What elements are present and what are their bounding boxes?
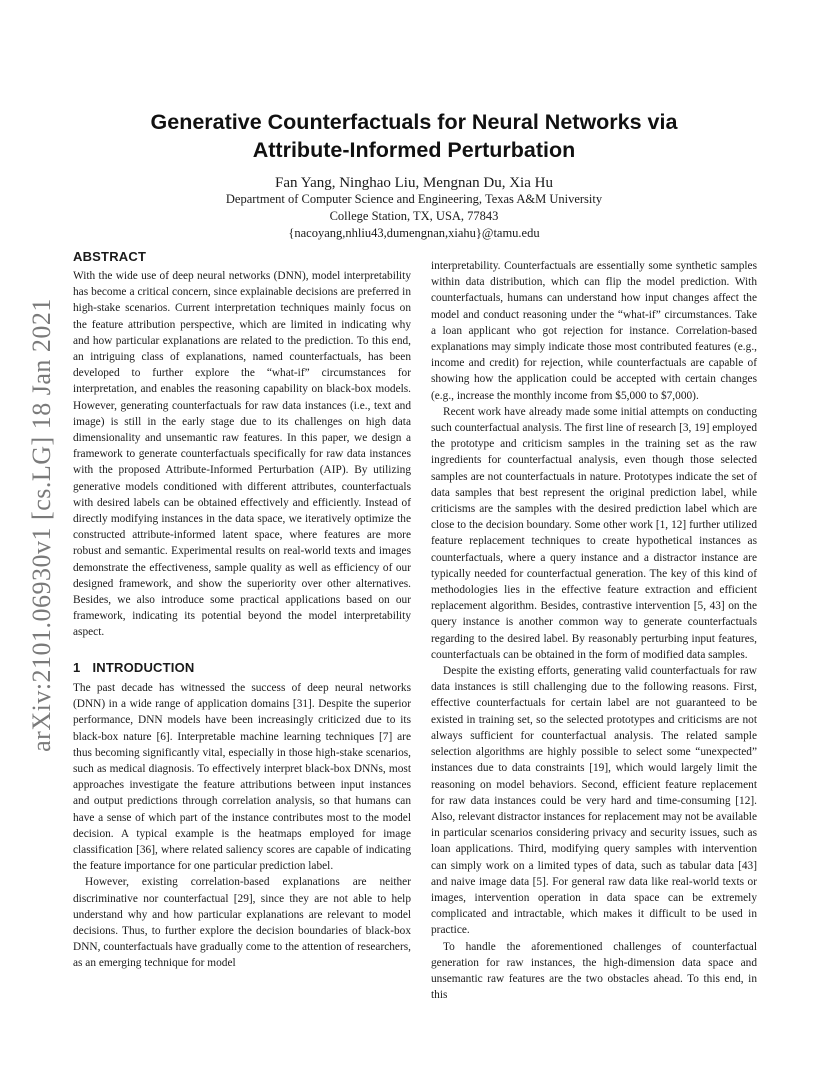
arxiv-side-stamp [22, 290, 62, 760]
section-title: INTRODUCTION [92, 660, 195, 675]
title-line-1: Generative Counterfactuals for Neural Networks via [150, 110, 678, 134]
introduction-left-column [73, 680, 411, 972]
paper-title [100, 108, 728, 164]
right-paragraph-1: interpretability. Counterfactuals are essentially some synthetic samples within data distribution, which can flip the model prediction. With counterfactuals, humans can understand how input changes affect the model and conduct reasoning under the “what-if” circumstances. Take a loan applicant who got rejection for instance. Correlation-based explanations may simply indicate those most contributed features (e.g., income and credit) for rejection, while counterfactuals are capable of showing how the application could be accepted with certain changes (e.g., increase the monthly income from $5,000 to $7,000). [431, 260, 757, 402]
email: {nacoyang,nhliu43,dumengnan,xiahu}@tamu.edu [288, 226, 540, 240]
right-paragraph-2: Recent work have already made some initial attempts on conducting such counterfactual analysis. The first line of research [3, 19] employed the prototype and criticism samples in the training set as the raw ingredients for counterfactual analysis, even though those selected samples are not counterfactuals in nature. Prototypes indicate the set of data samples that best represent the original prediction label, while criticisms are the samples with the desired prediction label which are close to the decision boundary. Some other work [1, 12] further utilized feature replacement techniques to create hypothetical instances as counterfactuals, where a query instance and a distractor instance are typically needed for counterfactual generation. The key of this kind of methodologies lies in the effective feature extraction and efficient replacement algorithm. Besides, contrastive intervention [5, 43] on the query instance is another common way to generate counterfactuals regarding to the desired label. By reasonably perturbing input features, counterfactuals can be obtained in the form of modified data samples. [431, 405, 757, 661]
right-column [431, 258, 757, 1003]
intro-paragraph-2: However, existing correlation-based explanations are neither discriminative nor counterfactual [29], since they are not able to help understand why and how particular explanations are relevant to model decisions. Thus, to further explore the decision boundaries of black-box DNN, counterfactuals have gradually come to the attention of researchers, as an emerging technique for model [73, 876, 411, 970]
abstract-body [73, 268, 411, 641]
title-line-2: Attribute-Informed Perturbation [252, 138, 576, 162]
right-paragraph-4: To handle the aforementioned challenges of counterfactual generation for raw instances, the high-dimension data space and unsemantic raw features are the two obstacles ahead. To this end, in this [431, 940, 757, 1002]
abstract-text: With the wide use of deep neural networks (DNN), model interpretability has become a critical concern, since explainable decisions are preferred in high-stake scenarios. Current interpretation techniques mainly focus on the feature attribution perspective, which are limited in indicating why and how particular explanations are related to the prediction. To this end, an intriguing class of explanations, named counterfactuals, has been developed to further explore the “what-if” circumstances for interpretation, and enables the reasoning capability on black-box models. However, generating counterfactuals for raw data instances (i.e., text and image) is still in the early stage due to its challenges on high data dimensionality and unsemantic raw features. In this paper, we design a framework to generate counterfactuals specifically for raw data instances with the proposed Attribute-Informed Perturbation (AIP). By utilizing generative models conditioned with different attributes, counterfactuals with desired labels can be obtained effectively and efficiently. Instead of directly modifying instances in the data space, we iteratively optimize the constructed attribute-informed latent space, where features are more robust and semantic. Experimental results on real-world texts and images demonstrate the effectiveness, sample quality as well as efficiency of our designed framework, and show the superiority over other alternatives. Besides, we also introduce some practical applications based on our framework, indicating its potential beyond the model interpretability aspect. [73, 270, 411, 639]
intro-paragraph-1: The past decade has witnessed the success of deep neural networks (DNN) in a wide range of application domains [31]. Despite the superior performance, DNN models have been increasingly criticized due to its black-box nature [6]. Interpretable machine learning techniques [7] are thus becoming significantly vital, especially in those high-stake scenarios, such as medical diagnosis. To effectively interpret black-box DNNs, most approaches investigate the feature attributions between input instances and output predictions through correlation analysis, so that humans can have a sense of which part of the instance contributes most to the model decision. A typical example is the heatmaps employed for image classification [36], where related saliency scores are capable of indicating the feature importance for one particular prediction label. [73, 682, 411, 873]
abstract-heading: ABSTRACT [73, 249, 147, 264]
section-number: 1 [73, 660, 81, 675]
author-list: Fan Yang, Ninghao Liu, Mengnan Du, Xia Hu [275, 175, 553, 191]
affiliation: Department of Computer Science and Engineering, Texas A&M University [225, 192, 603, 206]
right-paragraph-3: Despite the existing efforts, generating valid counterfactuals for raw data instances is still challenging due to the following reasons. First, effective counterfactuals for certain label are not guaranteed to be existed in training set, so the selected prototypes and criticisms are not always sufficient for counterfactual analysis. The related sample selection algorithms are highly possible to select some “unexpected” instances due to data constraints [19], which would largely limit the reasoning on model behaviors. Second, efficient feature replacement for raw data instances could be very hard and time-consuming [12]. Also, relevant distractor instances for replacement may not be available in particular scenarios considering privacy and security issues, such as loan applications. Third, modifying query samples with intervention can simply work on a limited types of data, such as tabular data [43] and naive image data [5]. For general raw data like real-world texts or images, intervention operation in data space can be extremely complicated and intractable, which makes it difficult to be used in practice. [431, 665, 757, 937]
location: College Station, TX, USA, 77843 [329, 209, 499, 223]
arxiv-identifier: arXiv:2101.06930v1 [cs.LG] 18 Jan 2021 [27, 298, 56, 752]
introduction-heading [73, 660, 195, 675]
